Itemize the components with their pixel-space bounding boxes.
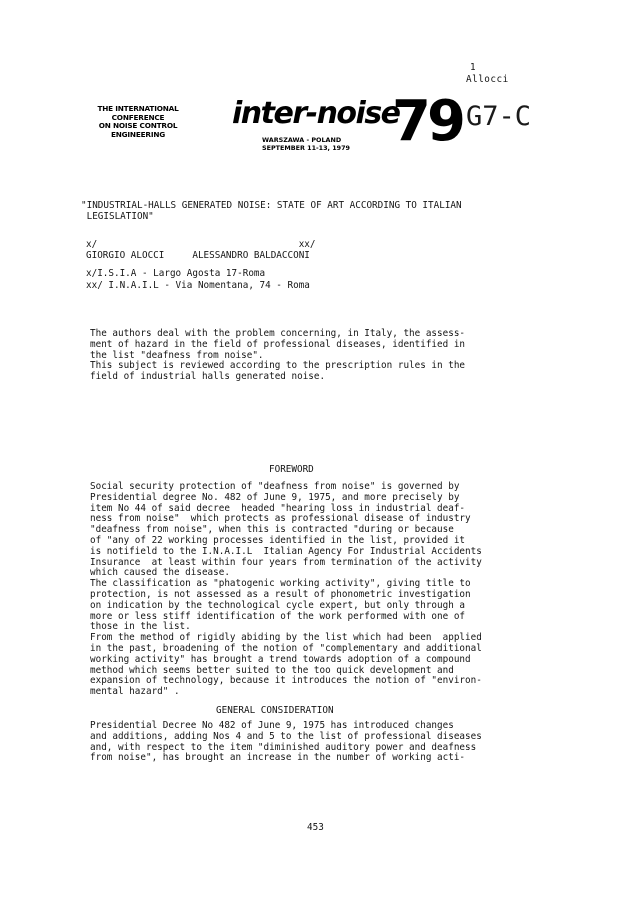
- foreword-line: in the past, broadening of the notion of "complementary and additional: [90, 642, 482, 654]
- foreword-line: "deafness from noise", when this is contracted "during or because: [90, 524, 454, 536]
- title-line: LEGISLATION": [81, 210, 154, 222]
- abstract-line: ment of hazard in the field of professional diseases, identified in: [90, 338, 466, 350]
- general-line: from noise", has brought an increase in the number of working acti-: [90, 752, 466, 764]
- general-line: and additions, adding Nos 4 and 5 to the list of professional diseases: [90, 730, 482, 742]
- foreword-line: Presidential degree No. 482 of June 9, 1975, and more precisely by: [90, 491, 460, 503]
- foreword-line: protection, is not assessed as a result of phonometric investigation: [90, 588, 471, 600]
- foreword-line: ness from noise" which protects as professional disease of industry: [90, 513, 471, 525]
- conference-location-line: WARSZAWA - POLAND: [262, 136, 342, 144]
- foreword-heading: FOREWORD: [269, 464, 314, 475]
- author-footnote-marks: x/ xx/: [86, 239, 316, 250]
- general-line: and, with respect to the item "diminished auditory power and deafness: [90, 741, 477, 753]
- foreword-body: [90, 482, 482, 698]
- conference-org-line: ENGINEERING: [110, 129, 166, 139]
- internoise-wordmark-logo: inter-noise: [232, 96, 400, 131]
- abstract-line: field of industrial halls generated noise.: [90, 371, 326, 383]
- title-line: "INDUSTRIAL-HALLS GENERATED NOISE: STATE OF ART ACCORDING TO ITALIAN: [81, 200, 462, 211]
- foreword-line: item No 44 of said decree headed "hearing loss in industrial deaf-: [90, 502, 466, 514]
- conference-org-line: THE INTERNATIONAL: [97, 104, 179, 113]
- abstract-line: The authors deal with the problem concerning, in Italy, the assess-: [90, 328, 466, 339]
- affiliation-inail: xx/ I.N.A.I.L - Via Nomentana, 74 - Roma: [86, 280, 310, 291]
- foreword-line: expansion of technology, because it introduces the notion of "environ-: [90, 675, 482, 687]
- foreword-line: method which seems better suited to the too quick development and: [90, 664, 454, 676]
- conference-org-line: CONFERENCE: [111, 112, 165, 122]
- conference-date-line: SEPTEMBER 11-13, 1979: [262, 144, 350, 152]
- internoise-year-logo: 79: [392, 89, 462, 154]
- foreword-line: is notifield to the I.N.A.I.L Italian Agency For Industrial Accidents: [90, 545, 482, 557]
- foreword-line: on indication by the technological cycle expert, but only through a: [90, 599, 466, 611]
- foreword-line: which caused the disease.: [90, 567, 230, 579]
- foreword-line: of "any of 22 working processes identified in the list, provided it: [90, 534, 466, 546]
- foreword-line: From the method of rigidly abiding by the list which had been applied: [90, 632, 482, 644]
- foreword-line: Social security protection of "deafness from noise" is governed by: [90, 481, 460, 492]
- session-code: G7-C: [466, 101, 532, 132]
- conference-organizer-logo: [82, 105, 194, 139]
- foreword-line: The classification as "phatogenic working activity", giving title to: [90, 578, 471, 590]
- author-names: GIORGIO ALOCCI ALESSANDRO BALDACCONI: [86, 250, 310, 261]
- general-consideration-heading: GENERAL CONSIDERATION: [216, 705, 334, 716]
- affiliation-isia: x/I.S.I.A - Largo Agosta 17-Roma: [86, 268, 266, 279]
- conference-location: [262, 136, 350, 152]
- foreword-line: Insurance at least within four years from termination of the activity: [90, 556, 482, 568]
- page-number-footer: 453: [307, 822, 324, 833]
- abstract-line: This subject is reviewed according to the prescription rules in the: [90, 360, 466, 372]
- foreword-line: working activity" has brought a trend towards adoption of a compound: [90, 653, 471, 665]
- page-number-top: 1: [470, 62, 476, 73]
- foreword-line: mental hazard" .: [90, 686, 180, 698]
- general-consideration-body: [90, 721, 482, 764]
- foreword-line: more or less stiff identification of the work performed with one of: [90, 610, 466, 622]
- conference-org-line: ON NOISE CONTROL: [98, 121, 178, 131]
- foreword-line: those in the list.: [90, 621, 191, 633]
- general-line: Presidential Decree No 482 of June 9, 1975 has introduced changes: [90, 720, 454, 731]
- paper-title: [81, 201, 462, 223]
- author-reference: Allocci: [466, 74, 509, 85]
- abstract: [90, 329, 465, 383]
- abstract-line: the list "deafness from noise".: [90, 349, 264, 361]
